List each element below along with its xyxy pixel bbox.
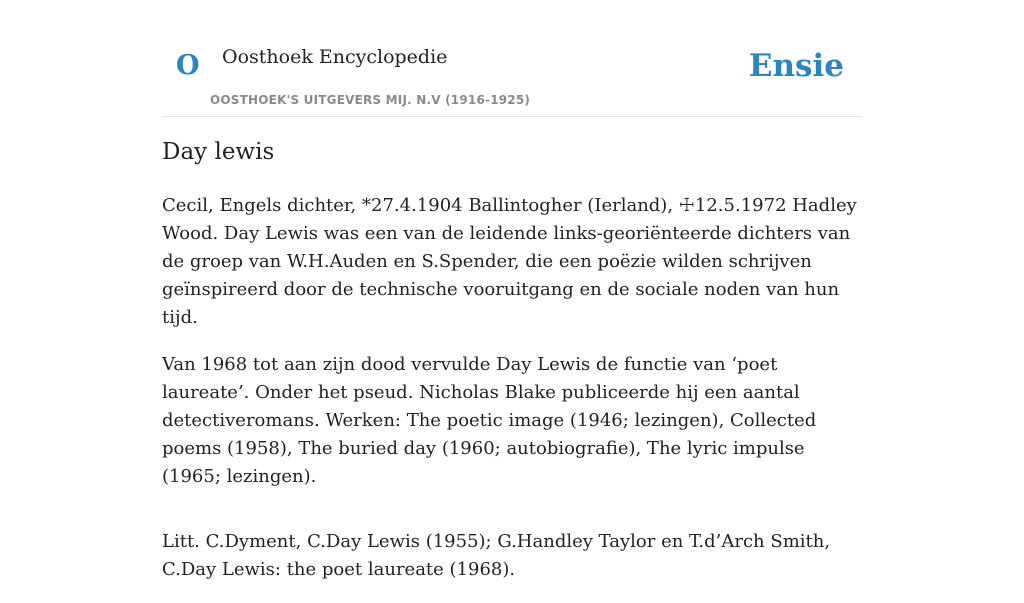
article-paragraph: Cecil, Engels dichter, *27.4.1904 Ballintogher (Ierland), ☩12.5.1972 Hadley Wood. Day Lewis was een van de leidende links-georiënteerde dichters van de groep van W.H.Auden en S.Spender, die een poëzie wilden schrijven geïnspireerd door de technische vooruitgang en de sociale noden van hun tijd. bbox=[162, 195, 857, 328]
article-paragraph: Van 1968 tot aan zijn dood vervulde Day Lewis de functie van ‘poet laureate’. Onder het pseud. Nicholas Blake publiceerde hij een aantal detectiveromans. Werken: The poetic image (1946; lezingen), Collected poems (1958), The buried day (1960; autobiografie), The lyric impulse (1965; lezingen). bbox=[162, 354, 817, 487]
source-header bbox=[162, 0, 862, 117]
source-logo-letter[interactable]: O bbox=[176, 50, 200, 81]
article-title: Day lewis bbox=[162, 139, 275, 165]
article-body bbox=[162, 192, 862, 603]
source-publisher: OOSTHOEK'S UITGEVERS MIJ. N.V (1916-1925) bbox=[210, 93, 531, 107]
source-title[interactable]: Oosthoek Encyclopedie bbox=[222, 46, 448, 68]
site-logo[interactable]: Ensie bbox=[748, 48, 844, 84]
article-literature: Litt. C.Dyment, C.Day Lewis (1955); G.Handley Taylor en T.d’Arch Smith, C.Day Lewis: the poet laureate (1968). bbox=[162, 531, 831, 580]
